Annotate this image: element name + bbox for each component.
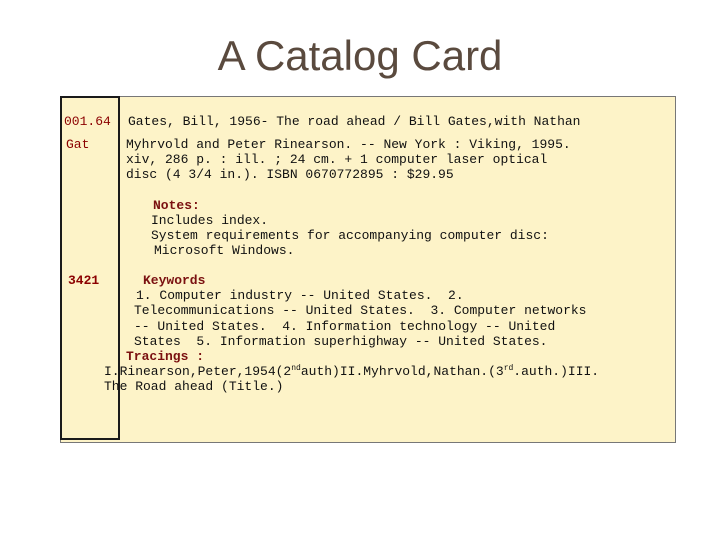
- notes-line: Microsoft Windows.: [154, 243, 295, 258]
- notes-heading: Notes:: [153, 198, 200, 213]
- keywords-heading: Keywords: [143, 273, 206, 288]
- tracings-line: [104, 364, 599, 379]
- description-line: Myhrvold and Peter Rinearson. -- New York : Viking, 1995.: [126, 137, 571, 152]
- tracings-text: I.Rinearson,Peter,1954(2: [104, 364, 292, 379]
- notes-line: Includes index.: [151, 213, 269, 228]
- keywords-line: Telecommunications -- United States. 3. Computer networks: [134, 303, 587, 318]
- ordinal-superscript: nd: [291, 364, 301, 373]
- notes-line: System requirements for accompanying computer disc:: [151, 228, 549, 243]
- description-line: disc (4 3/4 in.). ISBN 0670772895 : $29.95: [126, 167, 454, 182]
- keywords-line: -- United States. 4. Information technology -- United: [134, 319, 556, 334]
- tracings-text: auth)II.Myhrvold,Nathan.(3: [300, 364, 504, 379]
- page-title: A Catalog Card: [217, 32, 503, 79]
- tracings-text: .auth.)III.: [513, 364, 600, 379]
- description-line: xiv, 286 p. : ill. ; 24 cm. + 1 computer laser optical: [126, 152, 548, 167]
- keywords-line: States 5. Information superhighway -- United States.: [134, 334, 548, 349]
- ordinal-superscript: rd: [503, 364, 514, 373]
- keywords-line: 1. Computer industry -- United States. 2.: [136, 288, 464, 303]
- tracings-line: The Road ahead (Title.): [104, 379, 284, 394]
- accession-number: 3421: [68, 273, 100, 288]
- cutter-number: Gat: [66, 137, 90, 152]
- call-number: 001.64: [64, 114, 111, 129]
- tracings-heading: Tracings :: [126, 349, 205, 364]
- main-entry-line: Gates, Bill, 1956- The road ahead / Bill Gates,with Nathan: [128, 114, 581, 129]
